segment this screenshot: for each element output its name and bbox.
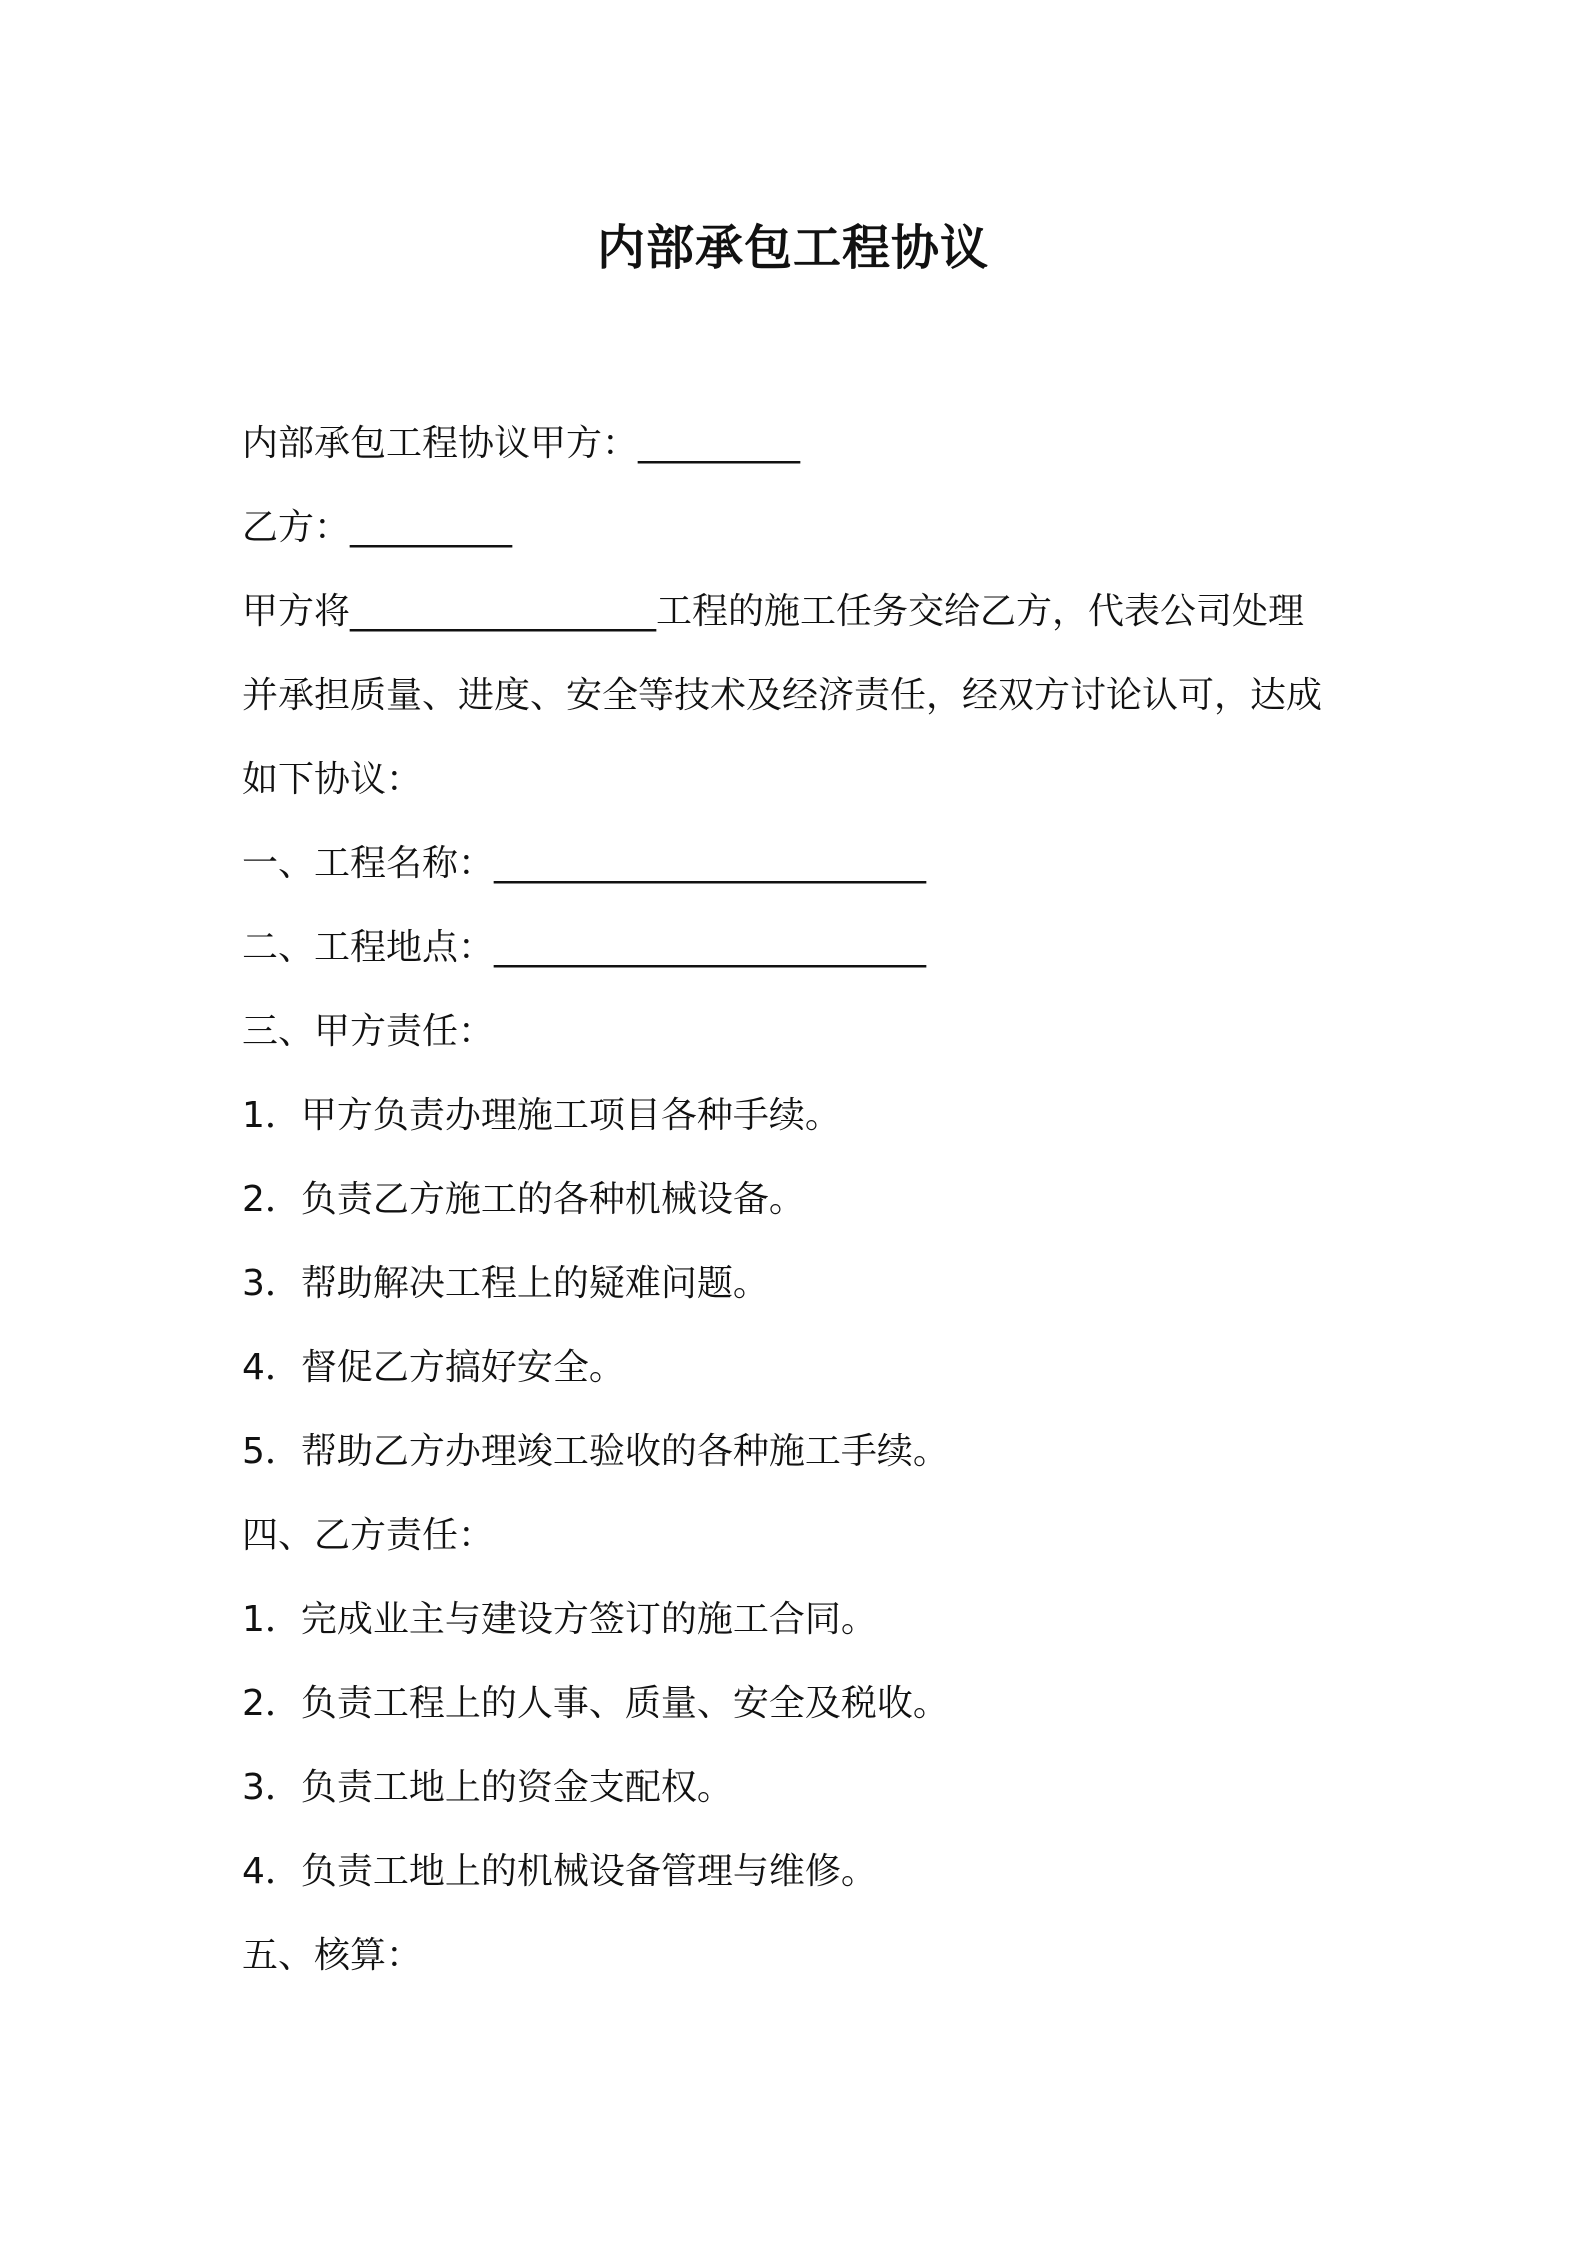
document-title: 内部承包工程协议 (596, 220, 989, 276)
party-b-duty-3: 3．负责工地上的资金支配权。 (242, 1767, 733, 1808)
intro-line-1: 甲方将_________________工程的施工任务交给乙方，代表公司处理 (242, 591, 1305, 632)
project-location-line: 二、工程地点：________________________ (242, 927, 927, 968)
party-a-duty-4: 4．督促乙方搞好安全。 (242, 1347, 625, 1388)
party-b-line: 乙方：_________ (242, 507, 513, 548)
party-a-duty-5: 5．帮助乙方办理竣工验收的各种施工手续。 (242, 1431, 949, 1472)
party-b-duties-heading: 四、乙方责任： (242, 1515, 495, 1556)
party-b-duty-1: 1．完成业主与建设方签订的施工合同。 (242, 1599, 877, 1640)
intro-line-2: 并承担质量、进度、安全等技术及经济责任，经双方讨论认可，达成 (242, 675, 1323, 716)
party-b-duty-2: 2．负责工程上的人事、质量、安全及税收。 (242, 1683, 949, 1724)
document-body (242, 402, 1362, 1998)
party-a-duty-2: 2．负责乙方施工的各种机械设备。 (242, 1179, 805, 1220)
party-a-duties-heading: 三、甲方责任： (242, 1011, 495, 1052)
intro-line-3: 如下协议： (242, 759, 423, 800)
party-a-duty-3: 3．帮助解决工程上的疑难问题。 (242, 1263, 769, 1304)
party-b-duty-4: 4．负责工地上的机械设备管理与维修。 (242, 1851, 877, 1892)
accounting-heading: 五、核算： (242, 1935, 423, 1976)
project-name-line: 一、工程名称：________________________ (242, 843, 927, 884)
party-a-line: 内部承包工程协议甲方：_________ (242, 423, 801, 464)
party-a-duty-1: 1．甲方负责办理施工项目各种手续。 (242, 1095, 841, 1136)
